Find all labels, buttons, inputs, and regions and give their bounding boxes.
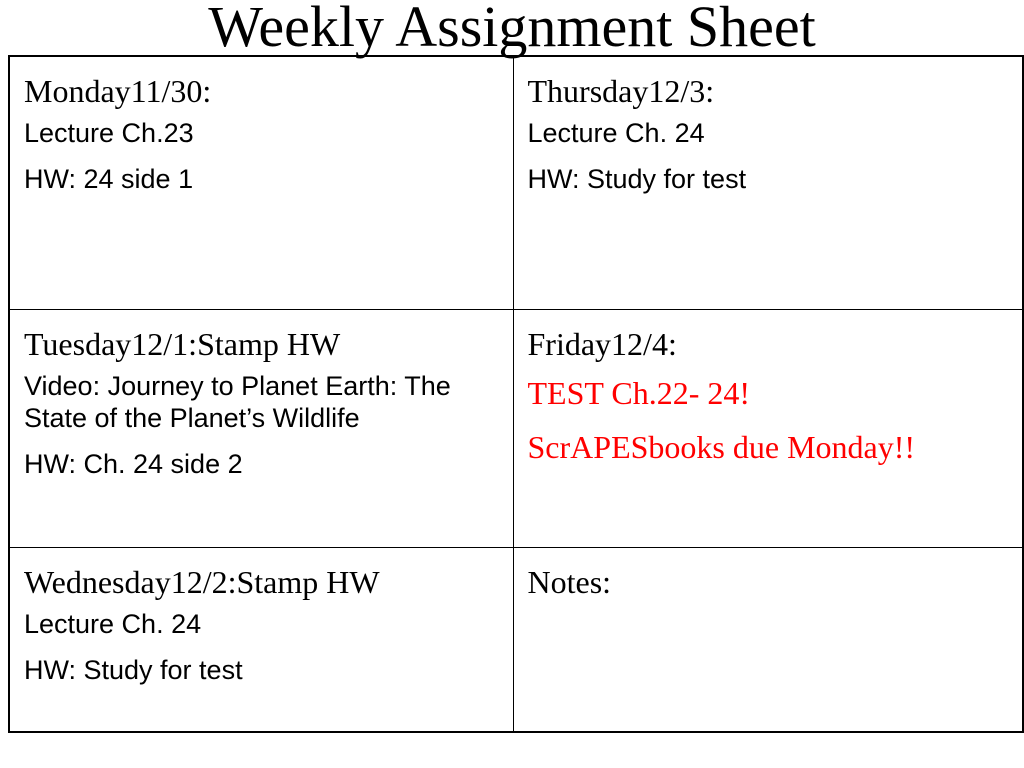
friday-header: Friday12/4: <box>527 325 677 362</box>
thursday-cell <box>513 56 1023 309</box>
table-row <box>9 56 1023 309</box>
table-row <box>9 547 1023 732</box>
monday-lecture: Lecture Ch.23 <box>24 118 194 148</box>
wednesday-lecture: Lecture Ch. 24 <box>24 608 202 639</box>
thursday-homework: HW: Study for test <box>527 164 747 194</box>
friday-cell <box>513 309 1023 547</box>
tuesday-header: Tuesday12/1:Stamp HW <box>24 325 341 362</box>
monday-header: Monday11/30: <box>24 73 212 109</box>
tuesday-cell <box>9 309 513 547</box>
table-row <box>9 309 1023 547</box>
wednesday-header: Wednesday12/2:Stamp HW <box>24 563 380 600</box>
page-title: Weekly Assignment Sheet <box>208 0 816 59</box>
thursday-lecture: Lecture Ch. 24 <box>527 118 705 148</box>
monday-homework: HW: 24 side 1 <box>24 164 194 194</box>
tuesday-video: Video: Journey to Planet Earth: The State of the Planet’s Wildlife <box>24 370 451 433</box>
wednesday-homework: HW: Study for test <box>24 654 243 685</box>
tuesday-homework: HW: Ch. 24 side 2 <box>24 448 243 479</box>
monday-cell <box>9 56 513 309</box>
notes-cell <box>513 547 1023 732</box>
friday-scrapbook-notice: ScrAPESbooks due Monday!! <box>527 428 916 465</box>
notes-header: Notes: <box>527 563 612 600</box>
friday-test-notice: TEST Ch.22- 24! <box>527 374 751 411</box>
thursday-header: Thursday12/3: <box>527 73 715 109</box>
assignment-table <box>8 55 1024 733</box>
wednesday-cell <box>9 547 513 732</box>
